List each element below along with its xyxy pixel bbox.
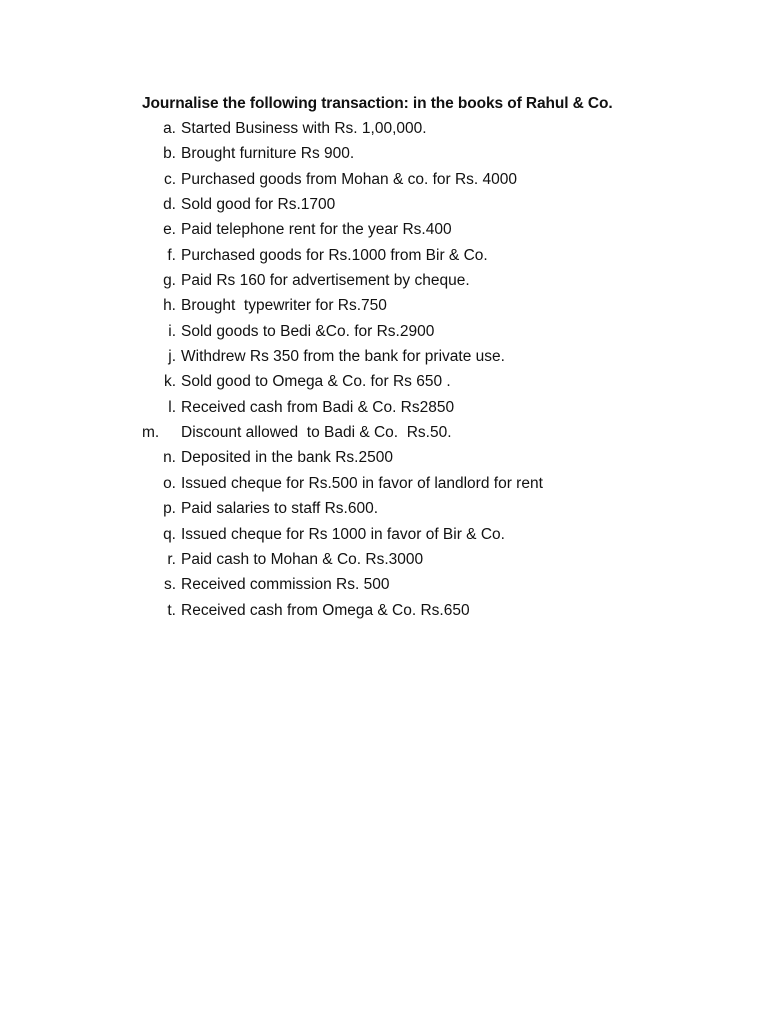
list-item-text: Brought furniture Rs 900. (181, 145, 355, 163)
list-item-text: Paid telephone rent for the year Rs.400 (181, 221, 452, 239)
list-item-text: Sold goods to Bedi &Co. for Rs.2900 (181, 322, 435, 340)
list-item-text: Issued cheque for Rs 1000 in favor of Bir & Co. (181, 525, 505, 543)
list-marker: b. (163, 145, 176, 163)
list-item-text: Brought typewriter for Rs.750 (181, 297, 387, 315)
list-marker: h. (163, 297, 176, 315)
list-marker: d. (163, 196, 176, 214)
list-item-text: Received cash from Badi & Co. Rs2850 (181, 398, 455, 416)
list-marker: s. (163, 576, 176, 594)
list-item-text: Purchased goods from Mohan & co. for Rs. 4000 (181, 170, 518, 188)
list-marker: r. (167, 550, 176, 568)
page-title: Journalise the following transaction: in the books of Rahul & Co. (142, 95, 613, 112)
list-marker: c. (163, 170, 176, 188)
list-item-text: Paid Rs 160 for advertisement by cheque. (181, 272, 470, 290)
list-item-text: Withdrew Rs 350 from the bank for private use. (181, 348, 505, 366)
list-item-text: Paid salaries to staff Rs.600. (181, 500, 379, 518)
list-marker: j. (168, 348, 176, 366)
list-marker: p. (163, 500, 176, 518)
list-marker: k. (163, 373, 176, 391)
list-item-text: Issued cheque for Rs.500 in favor of landlord for rent (181, 474, 543, 492)
list-marker: f. (167, 246, 176, 264)
list-marker: o. (163, 474, 176, 492)
list-marker: e. (163, 221, 176, 239)
list-marker: a. (163, 120, 176, 137)
list-item-text: Discount allowed to Badi & Co. Rs.50. (181, 424, 452, 442)
list-item-text: Sold good for Rs.1700 (181, 196, 336, 214)
list-marker: g. (163, 272, 176, 290)
list-item-text: Paid cash to Mohan & Co. Rs.3000 (181, 550, 424, 568)
list-item-text: Sold good to Omega & Co. for Rs 650 . (181, 373, 451, 391)
list-marker: m. (142, 424, 160, 442)
list-marker: q. (163, 525, 176, 543)
list-item-text: Deposited in the bank Rs.2500 (181, 449, 393, 467)
list-marker: i. (168, 322, 176, 340)
list-item-text: Received cash from Omega & Co. Rs.650 (181, 601, 470, 619)
list-item-text: Received commission Rs. 500 (181, 576, 394, 594)
list-item-text: Purchased goods for Rs.1000 from Bir & Co. (181, 246, 488, 264)
list-marker: n. (163, 449, 176, 467)
list-item-text: Started Business with Rs. 1,00,000. (181, 120, 427, 137)
list-marker: t. (167, 601, 176, 619)
list-marker: l. (168, 398, 176, 416)
